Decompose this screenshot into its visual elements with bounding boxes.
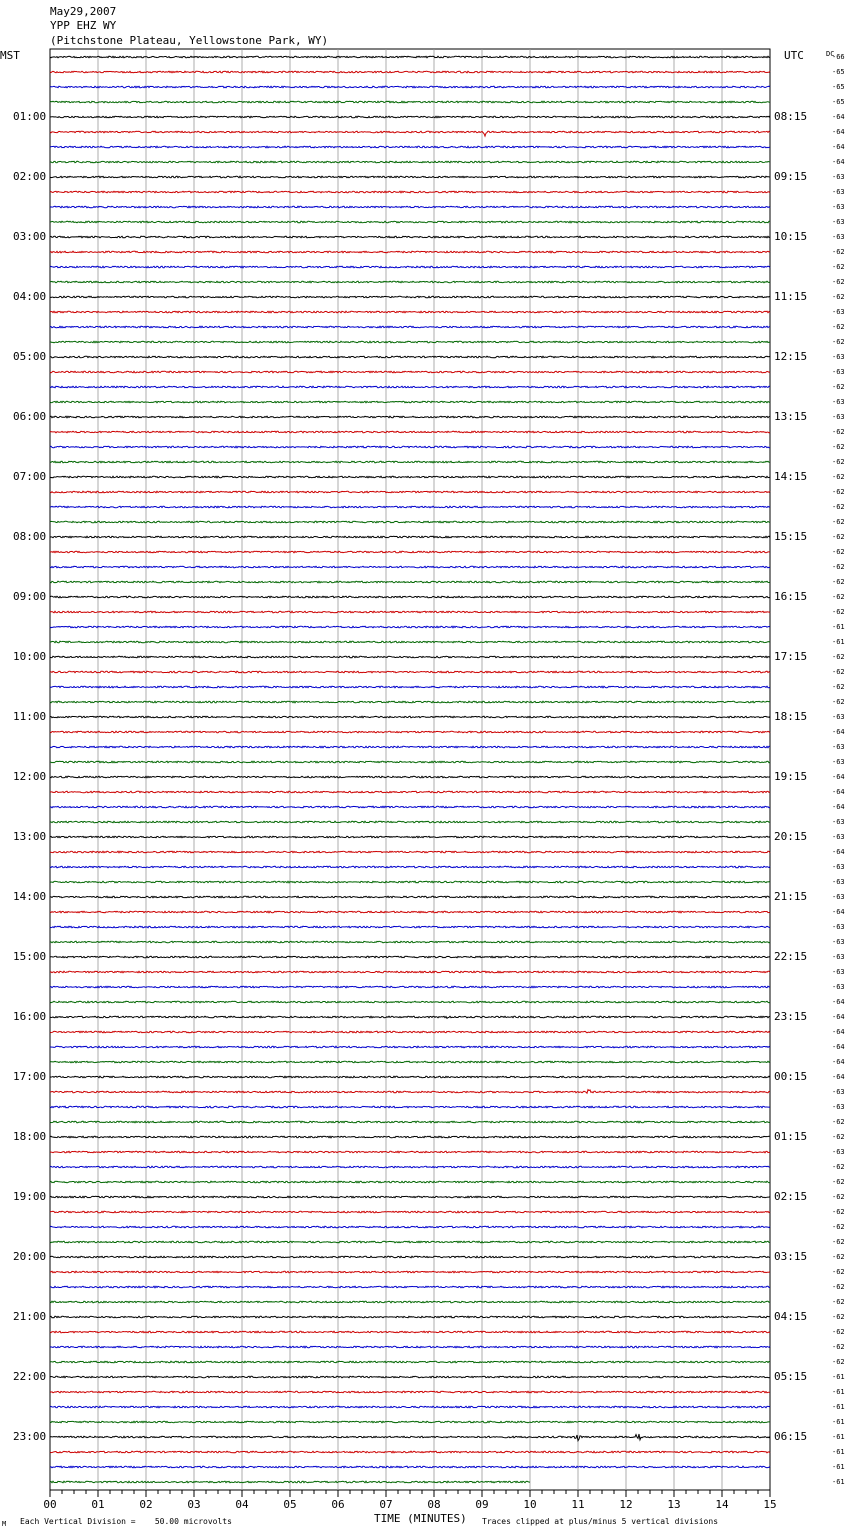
- seismic-trace: [50, 461, 770, 463]
- seismic-trace: [50, 1376, 770, 1378]
- dc-offset-value: -62: [832, 1283, 845, 1291]
- seismic-trace: [50, 1331, 770, 1333]
- dc-offset-value: -62: [832, 383, 845, 391]
- seismic-trace: [50, 326, 770, 328]
- left-hour-label: 08:00: [13, 530, 47, 543]
- seismic-trace: [50, 641, 770, 643]
- dc-offset-value: -63: [832, 188, 845, 196]
- dc-offset-value: -62: [832, 668, 845, 676]
- right-hour-label: 17:15: [774, 650, 808, 663]
- dc-offset-value: -63: [832, 983, 845, 991]
- dc-offset-value: -62: [832, 608, 845, 616]
- dc-offset-value: -61: [832, 623, 845, 631]
- seismic-trace: [50, 551, 770, 553]
- dc-offset-value: -62: [832, 458, 845, 466]
- seismic-trace: [50, 911, 770, 913]
- x-tick-label: 12: [619, 1498, 633, 1511]
- dc-offset-value: -62: [832, 1223, 845, 1231]
- seismic-trace: [50, 776, 770, 778]
- dc-offset-value: -61: [832, 1433, 845, 1441]
- dc-offset-value: -62: [832, 488, 845, 496]
- left-hour-label: 03:00: [13, 230, 47, 243]
- dc-offset-value: -62: [832, 1268, 845, 1276]
- dc-offset-value: -63: [832, 218, 845, 226]
- dc-offset-value: -63: [832, 938, 845, 946]
- dc-offset-value: -65: [832, 98, 845, 106]
- right-hour-label: 19:15: [774, 770, 808, 783]
- seismic-trace: [50, 1046, 770, 1048]
- dc-offset-value: -61: [832, 1403, 845, 1411]
- left-hour-label: 01:00: [13, 110, 47, 123]
- seismic-trace: [50, 71, 770, 73]
- seismic-trace: [50, 536, 770, 538]
- seismic-trace: [50, 56, 770, 58]
- dc-offset-value: -62: [832, 1343, 845, 1351]
- dc-offset-value: -61: [832, 1373, 845, 1381]
- seismic-trace: [50, 596, 770, 598]
- dc-offset-value: -63: [832, 308, 845, 316]
- x-tick-label: 02: [139, 1498, 153, 1511]
- seismic-trace: [50, 986, 770, 988]
- right-hour-label: 01:15: [774, 1130, 808, 1143]
- x-tick-label: 08: [427, 1498, 441, 1511]
- seismic-trace: [50, 446, 770, 448]
- dc-offset-value: -62: [832, 278, 845, 286]
- x-axis-title: TIME (MINUTES): [374, 1512, 467, 1525]
- dc-offset-value: -64: [832, 1043, 845, 1051]
- left-hour-label: 13:00: [13, 830, 47, 843]
- dc-offset-value: -63: [832, 758, 845, 766]
- seismic-trace: [50, 341, 770, 343]
- seismic-trace: [50, 1196, 770, 1198]
- clip-note: Traces clipped at plus/minus 5 vertical divisions: [482, 1517, 719, 1526]
- dc-offset-value: -62: [832, 443, 845, 451]
- right-hour-label: 11:15: [774, 290, 808, 303]
- seismic-trace: [50, 971, 770, 973]
- left-hour-label: 19:00: [13, 1190, 47, 1203]
- dc-offset-value: -62: [832, 593, 845, 601]
- seismic-trace: [50, 941, 770, 943]
- dc-offset-value: -63: [832, 233, 845, 241]
- seismic-trace: [50, 1451, 770, 1453]
- left-hour-label: 15:00: [13, 950, 47, 963]
- dc-offset-value: -62: [832, 1313, 845, 1321]
- dc-offset-value: -64: [832, 143, 845, 151]
- dc-offset-value: -62: [832, 653, 845, 661]
- seismic-trace: [50, 491, 770, 493]
- right-timezone-label: UTC: [784, 49, 804, 62]
- seismic-trace: [50, 296, 770, 298]
- seismic-trace: [50, 1061, 770, 1063]
- dc-offset-value: -62: [832, 548, 845, 556]
- seismic-trace: [50, 1181, 770, 1183]
- right-hour-label: 21:15: [774, 890, 808, 903]
- dc-offset-value: -62: [832, 683, 845, 691]
- seismic-trace: [50, 371, 770, 373]
- left-hour-label: 07:00: [13, 470, 47, 483]
- seismic-trace: [50, 836, 770, 838]
- x-tick-label: 06: [331, 1498, 345, 1511]
- right-hour-label: 12:15: [774, 350, 808, 363]
- right-hour-label: 08:15: [774, 110, 808, 123]
- seismic-trace: [50, 1151, 770, 1153]
- dc-offset-value: -62: [832, 503, 845, 511]
- x-tick-label: 13: [667, 1498, 681, 1511]
- seismic-trace: [50, 1211, 770, 1213]
- right-hour-label: 14:15: [774, 470, 808, 483]
- seismic-trace: [50, 926, 770, 928]
- seismic-trace: [50, 1136, 770, 1138]
- seismic-trace: [50, 701, 770, 703]
- seismic-trace: [50, 206, 770, 208]
- dc-offset-value: -64: [832, 773, 845, 781]
- seismic-trace: [50, 1076, 770, 1078]
- dc-offset-value: -62: [832, 1118, 845, 1126]
- dc-offset-value: -63: [832, 893, 845, 901]
- dc-offset-value: -62: [832, 533, 845, 541]
- dc-offset-value: -62: [832, 1193, 845, 1201]
- dc-offset-value: -61: [832, 1418, 845, 1426]
- dc-offset-value: -62: [832, 1253, 845, 1261]
- dc-offset-value: -64: [832, 128, 845, 136]
- dc-offset-value: -63: [832, 353, 845, 361]
- left-hour-label: 10:00: [13, 650, 47, 663]
- seismic-trace: [50, 1090, 770, 1094]
- seismic-trace: [50, 1166, 770, 1168]
- left-hour-label: 18:00: [13, 1130, 47, 1143]
- dc-offset-value: -63: [832, 368, 845, 376]
- seismic-trace: [50, 1271, 770, 1273]
- dc-offset-value: -64: [832, 803, 845, 811]
- x-tick-label: 11: [571, 1498, 585, 1511]
- seismic-trace: [50, 431, 770, 433]
- seismic-trace: [50, 1421, 770, 1423]
- dc-offset-value: -62: [832, 428, 845, 436]
- seismic-trace: [50, 581, 770, 583]
- dc-offset-header: DC: [826, 50, 835, 58]
- plot-frame: [50, 49, 770, 1490]
- dc-offset-value: -61: [832, 638, 845, 646]
- right-hour-label: 04:15: [774, 1310, 808, 1323]
- left-hour-label: 12:00: [13, 770, 47, 783]
- dc-offset-value: -62: [832, 263, 845, 271]
- dc-offset-value: -63: [832, 413, 845, 421]
- dc-offset-value: -63: [832, 713, 845, 721]
- dc-offset-value: -64: [832, 113, 845, 121]
- seismic-trace: [50, 821, 770, 823]
- x-tick-label: 00: [43, 1498, 57, 1511]
- dc-offset-value: -65: [832, 68, 845, 76]
- dc-offset-value: -63: [832, 878, 845, 886]
- right-hour-label: 20:15: [774, 830, 808, 843]
- seismic-trace: [50, 671, 770, 673]
- seismic-trace: [50, 116, 770, 118]
- dc-offset-value: -64: [832, 1028, 845, 1036]
- seismic-trace: [50, 416, 770, 418]
- dc-offset-value: -63: [832, 923, 845, 931]
- x-tick-label: 09: [475, 1498, 489, 1511]
- dc-offset-value: -63: [832, 968, 845, 976]
- seismic-trace: [50, 1121, 770, 1123]
- dc-offset-value: -64: [832, 908, 845, 916]
- seismic-trace: [50, 1031, 770, 1033]
- seismic-trace: [50, 896, 770, 898]
- dc-offset-value: -62: [832, 563, 845, 571]
- left-hour-label: 21:00: [13, 1310, 47, 1323]
- seismic-trace: [50, 161, 770, 163]
- seismic-trace: [50, 1286, 770, 1288]
- seismic-trace: [50, 356, 770, 358]
- dc-offset-value: -64: [832, 848, 845, 856]
- dc-offset-value: -64: [832, 158, 845, 166]
- seismic-trace: [50, 521, 770, 523]
- dc-offset-value: -63: [832, 953, 845, 961]
- seismic-trace: [50, 791, 770, 793]
- x-tick-label: 07: [379, 1498, 393, 1511]
- seismic-trace: [50, 1466, 770, 1468]
- plot-date: May29,2007: [50, 5, 117, 18]
- x-tick-label: 14: [715, 1498, 729, 1511]
- seismic-trace: [50, 146, 770, 148]
- dc-offset-value: -65: [832, 83, 845, 91]
- vertical-division-note: Each Vertical Division = 50.00 microvolts: [20, 1517, 232, 1526]
- station-location: (Pitchstone Plateau, Yellowstone Park, WY): [50, 34, 329, 47]
- dc-offset-value: -62: [832, 518, 845, 526]
- seismic-trace: [50, 266, 770, 268]
- seismic-trace: [50, 731, 770, 733]
- seismic-trace: [50, 221, 770, 223]
- right-hour-label: 16:15: [774, 590, 808, 603]
- dc-offset-value: -62: [832, 1358, 845, 1366]
- dc-offset-value: -63: [832, 818, 845, 826]
- seismic-trace: [50, 1434, 770, 1441]
- left-hour-label: 11:00: [13, 710, 47, 723]
- seismic-trace: [50, 101, 770, 103]
- left-hour-label: 17:00: [13, 1070, 47, 1083]
- seismic-trace: [50, 1316, 770, 1318]
- seismic-trace: [50, 401, 770, 403]
- right-hour-label: 02:15: [774, 1190, 808, 1203]
- seismic-trace: [50, 1226, 770, 1228]
- dc-offset-value: -63: [832, 1088, 845, 1096]
- seismic-trace: [50, 566, 770, 568]
- station-code: YPP EHZ WY: [50, 19, 117, 32]
- dc-offset-value: -63: [832, 863, 845, 871]
- seismic-trace: [50, 716, 770, 718]
- dc-offset-value: -63: [832, 203, 845, 211]
- dc-offset-value: -64: [832, 998, 845, 1006]
- dc-offset-value: -64: [832, 1073, 845, 1081]
- seismic-trace: [50, 506, 770, 508]
- seismic-trace: [50, 191, 770, 193]
- seismic-trace: [50, 626, 770, 628]
- dc-offset-value: -62: [832, 1178, 845, 1186]
- left-hour-label: 02:00: [13, 170, 47, 183]
- dc-offset-value: -62: [832, 1238, 845, 1246]
- left-hour-label: 23:00: [13, 1430, 47, 1443]
- dc-offset-value: -63: [832, 173, 845, 181]
- dc-offset-value: -64: [832, 1058, 845, 1066]
- dc-offset-value: -63: [832, 1103, 845, 1111]
- seismic-trace: [50, 1256, 770, 1258]
- dc-offset-value: -61: [832, 1448, 845, 1456]
- right-hour-label: 18:15: [774, 710, 808, 723]
- seismic-trace: [50, 746, 770, 748]
- seismic-trace: [50, 476, 770, 478]
- corner-mark: M: [2, 1520, 7, 1528]
- seismic-trace: [50, 131, 770, 136]
- right-hour-label: 05:15: [774, 1370, 808, 1383]
- dc-offset-value: -63: [832, 1148, 845, 1156]
- dc-offset-value: -63: [832, 833, 845, 841]
- seismic-trace: [50, 1016, 770, 1018]
- seismic-trace: [50, 611, 770, 613]
- dc-offset-value: -62: [832, 1328, 845, 1336]
- seismic-trace: [50, 1301, 770, 1303]
- seismic-trace: [50, 1406, 770, 1408]
- left-hour-label: 05:00: [13, 350, 47, 363]
- dc-offset-value: -61: [832, 1478, 845, 1486]
- left-hour-label: 14:00: [13, 890, 47, 903]
- left-hour-label: 04:00: [13, 290, 47, 303]
- seismic-trace: [50, 86, 770, 88]
- dc-offset-value: -62: [832, 578, 845, 586]
- x-tick-label: 01: [91, 1498, 105, 1511]
- seismic-trace: [50, 1361, 770, 1363]
- dc-offset-value: -62: [832, 1133, 845, 1141]
- right-hour-label: 22:15: [774, 950, 808, 963]
- seismic-trace: [50, 236, 770, 238]
- x-tick-label: 03: [187, 1498, 201, 1511]
- left-hour-label: 16:00: [13, 1010, 47, 1023]
- right-hour-label: 00:15: [774, 1070, 808, 1083]
- seismic-trace: [50, 686, 770, 688]
- right-hour-label: 09:15: [774, 170, 808, 183]
- seismic-trace: [50, 956, 770, 958]
- dc-offset-value: -64: [832, 1013, 845, 1021]
- seismic-trace: [50, 866, 770, 868]
- left-timezone-label: MST: [0, 49, 20, 62]
- seismic-trace: [50, 1001, 770, 1003]
- dc-offset-value: -62: [832, 1208, 845, 1216]
- dc-offset-value: -61: [832, 1388, 845, 1396]
- seismic-trace: [50, 1106, 770, 1108]
- dc-offset-value: -64: [832, 728, 845, 736]
- dc-offset-value: -63: [832, 398, 845, 406]
- seismic-trace: [50, 656, 770, 658]
- dc-offset-value: -62: [832, 1298, 845, 1306]
- dc-offset-value: -62: [832, 698, 845, 706]
- seismic-trace: [50, 1241, 770, 1243]
- seismic-trace: [50, 386, 770, 388]
- right-hour-label: 10:15: [774, 230, 808, 243]
- dc-offset-value: -62: [832, 473, 845, 481]
- x-tick-label: 05: [283, 1498, 297, 1511]
- dc-offset-value: -62: [832, 338, 845, 346]
- right-hour-label: 06:15: [774, 1430, 808, 1443]
- dc-offset-value: -61: [832, 1463, 845, 1471]
- seismic-trace: [50, 1346, 770, 1348]
- dc-offset-value: -62: [832, 1163, 845, 1171]
- right-hour-label: 13:15: [774, 410, 808, 423]
- seismic-trace: [50, 806, 770, 808]
- dc-offset-value: -62: [832, 248, 845, 256]
- dc-offset-value: -63: [832, 743, 845, 751]
- x-tick-label: 10: [523, 1498, 537, 1511]
- seismic-trace: [50, 761, 770, 763]
- left-hour-label: 20:00: [13, 1250, 47, 1263]
- seismic-trace: [50, 281, 770, 283]
- right-hour-label: 15:15: [774, 530, 808, 543]
- seismic-trace: [50, 176, 770, 178]
- right-hour-label: 23:15: [774, 1010, 808, 1023]
- seismic-trace: [50, 881, 770, 883]
- seismic-trace: [50, 851, 770, 853]
- seismic-trace: [50, 1391, 770, 1393]
- right-hour-label: 03:15: [774, 1250, 808, 1263]
- left-hour-label: 09:00: [13, 590, 47, 603]
- dc-offset-value: -62: [832, 323, 845, 331]
- dc-offset-value: -64: [832, 788, 845, 796]
- left-hour-label: 22:00: [13, 1370, 47, 1383]
- dc-offset-value: -66: [832, 53, 845, 61]
- x-tick-label: 15: [763, 1498, 777, 1511]
- left-hour-label: 06:00: [13, 410, 47, 423]
- seismic-trace: [50, 311, 770, 313]
- x-tick-label: 04: [235, 1498, 249, 1511]
- dc-offset-value: -62: [832, 293, 845, 301]
- seismic-trace: [50, 251, 770, 253]
